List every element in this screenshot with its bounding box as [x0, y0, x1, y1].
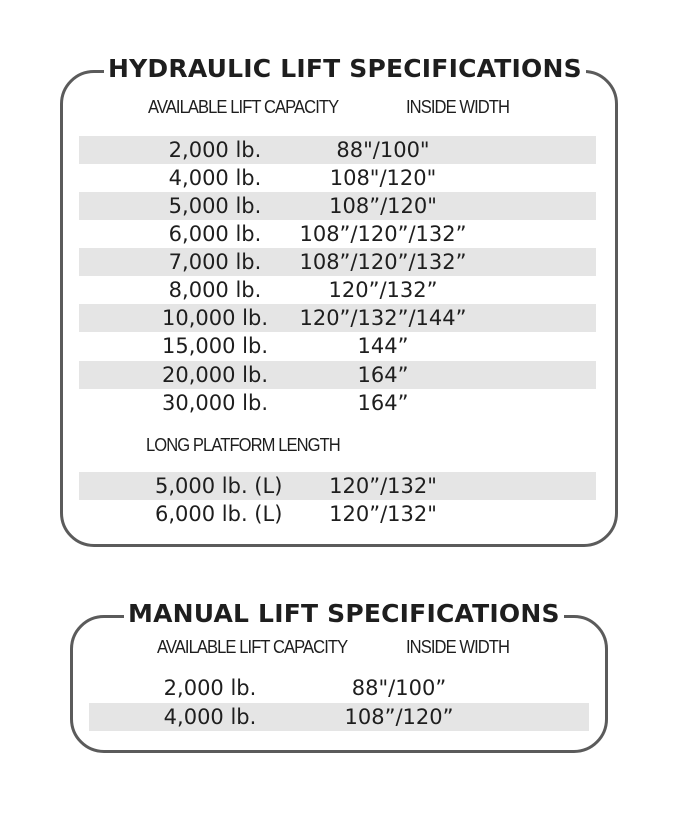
table-row [79, 220, 596, 248]
capacity-cell: 20,000 lb. [162, 363, 268, 387]
width-cell: 120”/132” [328, 278, 438, 302]
width-cell: 120”/132" [329, 474, 437, 498]
table-row [79, 389, 596, 417]
table-row [79, 304, 596, 332]
capacity-cell: 10,000 lb. [162, 306, 268, 330]
width-cell: 144” [357, 334, 409, 358]
width-cell: 108"/120" [329, 166, 437, 190]
capacity-cell: 5,000 lb. (L) [155, 474, 283, 498]
capacity-cell: 6,000 lb. [168, 222, 262, 246]
table-row [79, 276, 596, 304]
table-row [79, 500, 596, 528]
capacity-cell: 7,000 lb. [168, 250, 262, 274]
capacity-cell: 2,000 lb. [163, 676, 257, 700]
table-row [79, 192, 596, 220]
manual-width-header: INSIDE WIDTH [406, 637, 510, 657]
width-cell: 164” [357, 363, 409, 387]
table-row [79, 361, 596, 389]
width-cell: 108”/120”/132” [299, 250, 467, 274]
width-cell: 120”/132" [329, 502, 437, 526]
table-row [79, 136, 596, 164]
width-cell: 88"/100" [336, 138, 430, 162]
manual-capacity-header: AVAILABLE LIFT CAPACITY [157, 637, 348, 657]
hydraulic-title: HYDRAULIC LIFT SPECIFICATIONS [104, 54, 586, 84]
capacity-cell: 8,000 lb. [168, 278, 262, 302]
table-row [79, 248, 596, 276]
manual-title: MANUAL LIFT SPECIFICATIONS [124, 599, 564, 629]
width-cell: 108”/120” [344, 705, 454, 729]
capacity-cell: 6,000 lb. (L) [155, 502, 283, 526]
capacity-cell: 2,000 lb. [168, 138, 262, 162]
width-cell: 108”/120”/132” [299, 222, 467, 246]
table-row [89, 703, 589, 731]
table-row [89, 674, 589, 702]
capacity-cell: 4,000 lb. [163, 705, 257, 729]
long-platform-header: LONG PLATFORM LENGTH [146, 435, 340, 455]
width-cell: 88"/100” [351, 676, 447, 700]
capacity-cell: 30,000 lb. [162, 391, 268, 415]
table-row [79, 332, 596, 360]
width-cell: 164” [357, 391, 409, 415]
width-cell: 108”/120" [329, 194, 437, 218]
capacity-cell: 5,000 lb. [168, 194, 262, 218]
capacity-cell: 4,000 lb. [168, 166, 262, 190]
width-cell: 120”/132”/144” [299, 306, 467, 330]
hydraulic-capacity-header: AVAILABLE LIFT CAPACITY [148, 97, 339, 117]
capacity-cell: 15,000 lb. [162, 334, 268, 358]
hydraulic-width-header: INSIDE WIDTH [406, 97, 510, 117]
table-row [79, 472, 596, 500]
table-row [79, 164, 596, 192]
